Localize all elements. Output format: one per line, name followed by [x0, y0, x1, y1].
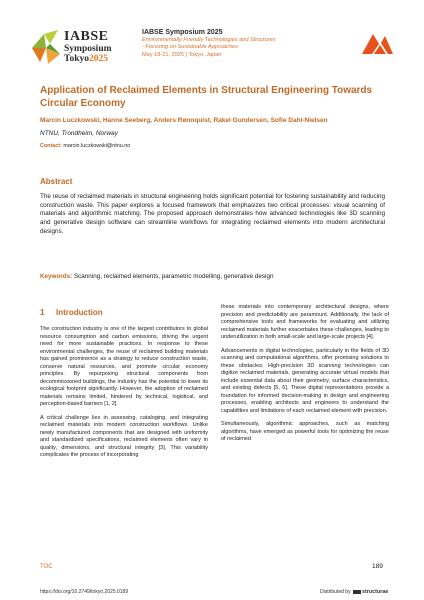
logo-year: 2025 — [89, 54, 108, 64]
distributor — [320, 589, 388, 595]
paragraph: The construction industry is one of the largest contributors to global resource consumption and carbon emissions, driving the urgent need for more sustainable practices. In response to these environmental challenges, the reuse of reclaimed building materials has gained prominence as a strategy to reduce construction waste, conserve natural resources, and promote circular economy principles. By repurposing structural components from decommissioned buildings, the industry has the potential to lower its ecological footprint significantly. However, the adoption of reclaimed materials remains limited, hindered by technical, logistical, and perception-based barriers [1, 2]. — [40, 326, 208, 407]
doi-link[interactable]: https://doi.org/10.2749/tokyo.2025.0189 — [40, 589, 129, 595]
conference-title: IABSE Symposium 2025 — [142, 29, 223, 36]
section-heading — [40, 308, 103, 317]
leaf-logo-icon — [30, 28, 64, 68]
paragraph: Advancements in digital technologies, particularly in the fields of 3D scanning and computational algorithms, offer promising solutions to these obstacles. High-precision 3D scanning technologies can digitize reclaimed materials, generating accurate virtual models that include essential data about their geometry, surface characteristics, and existing defects [5, 6]. These digital representations provide a foundation for informed decision-making in design and engineering processes, enabling architects and engineers to understand the capabilities and limitations of each reclaimed element with precision. — [221, 347, 389, 414]
keywords — [40, 273, 385, 282]
abstract-heading: Abstract — [40, 177, 73, 186]
conference-subtitle-1: Environmentally Friendly Technologies and Structures — [142, 37, 276, 43]
section-number: 1 — [40, 308, 45, 317]
contact-label: Contact: — [40, 143, 62, 149]
section-title: Introduction — [56, 308, 103, 317]
sponsor-logo — [360, 32, 394, 61]
paragraph: these materials into contemporary architectural designs, where precision and predictability are paramount. Additionally, the lack of comprehensive tools and frameworks for evaluating and utilizing reclaimed materials further exacerbates these challenges, leading to underutilization in both small-scale and large-scale projects [4]. — [221, 304, 389, 340]
keywords-label: Keywords: — [40, 273, 73, 280]
contact-line — [40, 143, 130, 149]
conference-info — [142, 28, 352, 59]
paragraph: A critical challenge lies in assessing, cataloging, and integrating reclaimed materials into modern construction workflows. Unlike newly manufactured components that are designed with uniformity and standardized specifications, reclaimed elements often vary in quality, dimensions, and structural integrity [3]. This variability complicates the process of incorporating — [40, 414, 208, 458]
body-column-left — [40, 326, 208, 466]
abstract-text: The reuse of reclaimed materials in structural engineering holds significant potential for fostering sustainability and reducing construction waste. This paper explores a focused framework that emphasizes two critical processes: visual scanning of materials and algorithmic matching. The proposed approach demonstrates how advanced technologies like 3D scanning and generative design software can streamline workflows for integrating reclaimed elements into modern architectural designs. — [40, 193, 385, 235]
logo-word-tokyo: Tokyo2025 — [64, 54, 108, 64]
keywords-text: Scanning, reclaimed elements, parametric modelling, generative design — [73, 273, 274, 280]
body-column-right — [221, 304, 389, 450]
structurae-logo-icon — [353, 590, 361, 594]
logo-word-symposium: Symposium — [64, 44, 112, 54]
triangle-logo-icon — [360, 32, 394, 56]
authors: Marcin Luczkowski, Hanne Seeberg, Anders Rønnquist, Rakel Gundersen, Sofie Dahl-Nielsen — [40, 117, 328, 124]
paragraph: Simultaneously, algorithmic approaches, such as matching algorithms, have emerged as powerful tools for optimizing the reuse of reclaimed — [221, 421, 389, 442]
affiliation: NTNU, Trondheim, Norway — [40, 130, 118, 137]
conference-date: May 18-21, 2025 | Tokyo, Japan — [142, 51, 222, 58]
logo-word-iabse: IABSE — [64, 29, 109, 44]
contact-email[interactable]: marcin.luczkowski@ntnu.no — [63, 143, 131, 149]
toc-link[interactable]: TOC — [40, 564, 53, 570]
page-number: 189 — [372, 563, 383, 570]
paper-title: Application of Reclaimed Elements in Structural Engineering Towards Circular Economy — [40, 85, 373, 109]
distributor-brand: structurae — [361, 589, 389, 595]
distributed-by-label: Distributed by — [320, 589, 351, 595]
conference-subtitle-2: - Focusing on Sustainable Approaches — [142, 44, 238, 51]
iabse-logo — [30, 28, 142, 68]
